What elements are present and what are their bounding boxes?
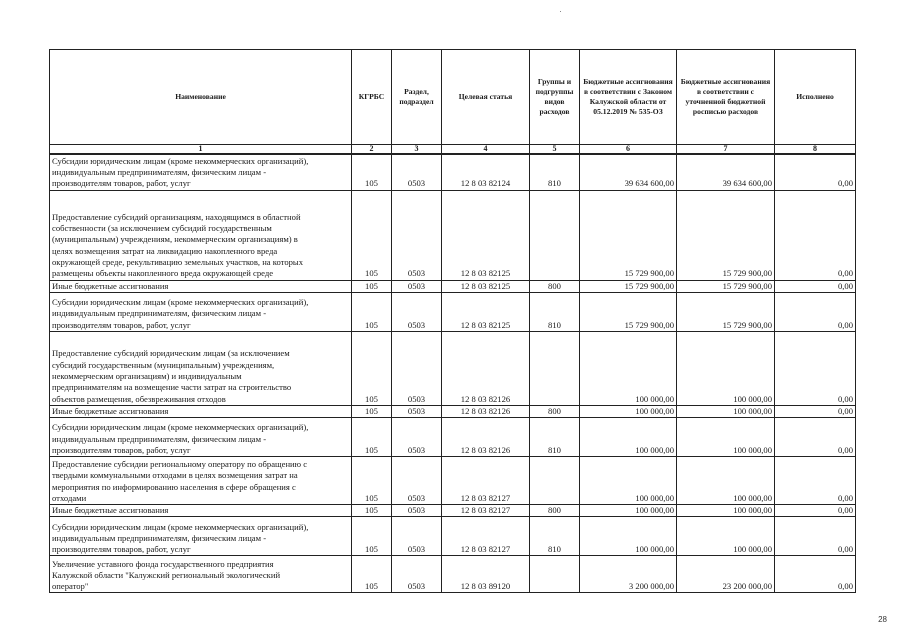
row-plan-amount: 23 200 000,00 [677,556,775,593]
column-number: 3 [392,145,442,155]
column-number: 7 [677,145,775,155]
row-done-amount: 0,00 [775,280,856,292]
row-group: 810 [530,292,580,331]
column-number: 8 [775,145,856,155]
table-row [50,405,856,417]
row-plan-amount: 100 000,00 [677,418,775,457]
row-section: 0503 [392,418,442,457]
row-done-amount: 0,00 [775,292,856,331]
row-section: 0503 [392,280,442,292]
row-kgrbs: 105 [352,457,392,505]
row-kgrbs: 105 [352,405,392,417]
row-kgrbs: 105 [352,331,392,405]
column-number: 4 [442,145,530,155]
row-done-amount: 0,00 [775,418,856,457]
row-done-amount: 0,00 [775,190,856,280]
row-done-amount: 0,00 [775,331,856,405]
row-name: Субсидии юридическим лицам (кроме некоммерческих организаций), индивидуальным предпринимателям, физическим лицам - производителям товаров, работ, услуг [50,292,352,331]
header-law: Бюджетные ассигнования в соответствии с Законом Калужской области от 05.12.2019 № 535-ОЗ [580,50,677,145]
row-target: 12 8 03 82127 [442,505,530,517]
row-group [530,331,580,405]
row-name: Предоставление субсидии региональному оператору по обращению с твердыми коммунальными отходами в целях возмещения затрат на мероприятия по информированию населения в сфере обращения с отходами [50,457,352,505]
header-section: Раздел, подраздел [392,50,442,145]
row-group: 800 [530,280,580,292]
table-row [50,505,856,517]
table-row [50,190,856,280]
table-row [50,280,856,292]
page-number: 28 [878,615,887,624]
row-plan-amount: 100 000,00 [677,505,775,517]
row-name: Иные бюджетные ассигнования [50,405,352,417]
row-name: Предоставление субсидий организациям, находящимся в областной собственности (за исключением субсидий государственным (муниципальным) учреждениям, некоммерческим организациям) в целях возмещения затрат на ликвидацию накопленного вреда окружающей среде, рекультивацию земельных участков, на которых размещены объекты накопленного вреда окружающей среде [50,190,352,280]
column-number-row [50,145,856,155]
row-plan-amount: 15 729 900,00 [677,280,775,292]
table-row [50,331,856,405]
row-done-amount: 0,00 [775,505,856,517]
row-name: Иные бюджетные ассигнования [50,505,352,517]
row-kgrbs: 105 [352,292,392,331]
row-kgrbs: 105 [352,190,392,280]
row-law-amount: 100 000,00 [580,405,677,417]
column-number: 6 [580,145,677,155]
row-law-amount: 100 000,00 [580,418,677,457]
row-plan-amount: 15 729 900,00 [677,190,775,280]
row-law-amount: 100 000,00 [580,457,677,505]
table-row [50,556,856,593]
header-done: Исполнено [775,50,856,145]
row-target: 12 8 03 82125 [442,190,530,280]
row-target: 12 8 03 82127 [442,457,530,505]
row-group: 810 [530,517,580,556]
row-kgrbs: 105 [352,280,392,292]
table-row [50,418,856,457]
table-row [50,457,856,505]
table-row [50,292,856,331]
row-plan-amount: 100 000,00 [677,405,775,417]
row-law-amount: 100 000,00 [580,331,677,405]
row-law-amount: 15 729 900,00 [580,280,677,292]
budget-table [49,49,856,593]
row-section: 0503 [392,405,442,417]
row-kgrbs: 105 [352,418,392,457]
row-group [530,457,580,505]
row-target: 12 8 03 82126 [442,418,530,457]
table-row [50,517,856,556]
row-name: Субсидии юридическим лицам (кроме некоммерческих организаций), индивидуальным предпринимателям, физическим лицам - производителям товаров, работ, услуг [50,517,352,556]
row-law-amount: 100 000,00 [580,505,677,517]
header-kgrbs: КГРБС [352,50,392,145]
row-plan-amount: 39 634 600,00 [677,154,775,190]
row-plan-amount: 100 000,00 [677,457,775,505]
row-kgrbs: 105 [352,556,392,593]
row-group [530,190,580,280]
row-group [530,556,580,593]
table-row [50,154,856,190]
row-law-amount: 39 634 600,00 [580,154,677,190]
row-kgrbs: 105 [352,154,392,190]
header-target: Целевая статья [442,50,530,145]
row-section: 0503 [392,292,442,331]
row-plan-amount: 100 000,00 [677,517,775,556]
row-target: 12 8 03 82127 [442,517,530,556]
row-group: 810 [530,154,580,190]
row-section: 0503 [392,154,442,190]
row-done-amount: 0,00 [775,556,856,593]
row-target: 12 8 03 82125 [442,280,530,292]
row-done-amount: 0,00 [775,517,856,556]
row-target: 12 8 03 82124 [442,154,530,190]
scan-speck [560,11,561,12]
row-section: 0503 [392,517,442,556]
row-section: 0503 [392,556,442,593]
row-name: Субсидии юридическим лицам (кроме некоммерческих организаций), индивидуальным предпринимателям, физическим лицам - производителям товаров, работ, услуг [50,154,352,190]
row-group: 810 [530,418,580,457]
column-number: 5 [530,145,580,155]
header-plan: Бюджетные ассигнования в соответствии с уточненной бюджетной росписью расходов [677,50,775,145]
row-name: Иные бюджетные ассигнования [50,280,352,292]
row-group: 800 [530,505,580,517]
row-plan-amount: 100 000,00 [677,331,775,405]
row-target: 12 8 03 82126 [442,331,530,405]
row-name: Субсидии юридическим лицам (кроме некоммерческих организаций), индивидуальным предпринимателям, физическим лицам - производителям товаров, работ, услуг [50,418,352,457]
row-done-amount: 0,00 [775,405,856,417]
row-section: 0503 [392,190,442,280]
row-done-amount: 0,00 [775,154,856,190]
row-group: 800 [530,405,580,417]
row-section: 0503 [392,457,442,505]
column-number: 2 [352,145,392,155]
row-section: 0503 [392,331,442,405]
header-row [50,50,856,145]
row-kgrbs: 105 [352,517,392,556]
row-law-amount: 15 729 900,00 [580,190,677,280]
header-group: Группы и подгруппы видов расходов [530,50,580,145]
row-plan-amount: 15 729 900,00 [677,292,775,331]
row-target: 12 8 03 82125 [442,292,530,331]
row-law-amount: 15 729 900,00 [580,292,677,331]
row-target: 12 8 03 82126 [442,405,530,417]
header-name: Наименование [50,50,352,145]
row-law-amount: 3 200 000,00 [580,556,677,593]
row-kgrbs: 105 [352,505,392,517]
row-section: 0503 [392,505,442,517]
row-law-amount: 100 000,00 [580,517,677,556]
row-name: Предоставление субсидий юридическим лицам (за исключением субсидий государственным (муниципальным) учреждениям, некоммерческим организациям) и индивидуальным предпринимателям на возмещение части затрат на строительство объектов размещения, обезвреживания отходов [50,331,352,405]
row-done-amount: 0,00 [775,457,856,505]
row-target: 12 8 03 89120 [442,556,530,593]
column-number: 1 [50,145,352,155]
row-name: Увеличение уставного фонда государственного предприятия Калужской области "Калужский региональный экологический оператор" [50,556,352,593]
